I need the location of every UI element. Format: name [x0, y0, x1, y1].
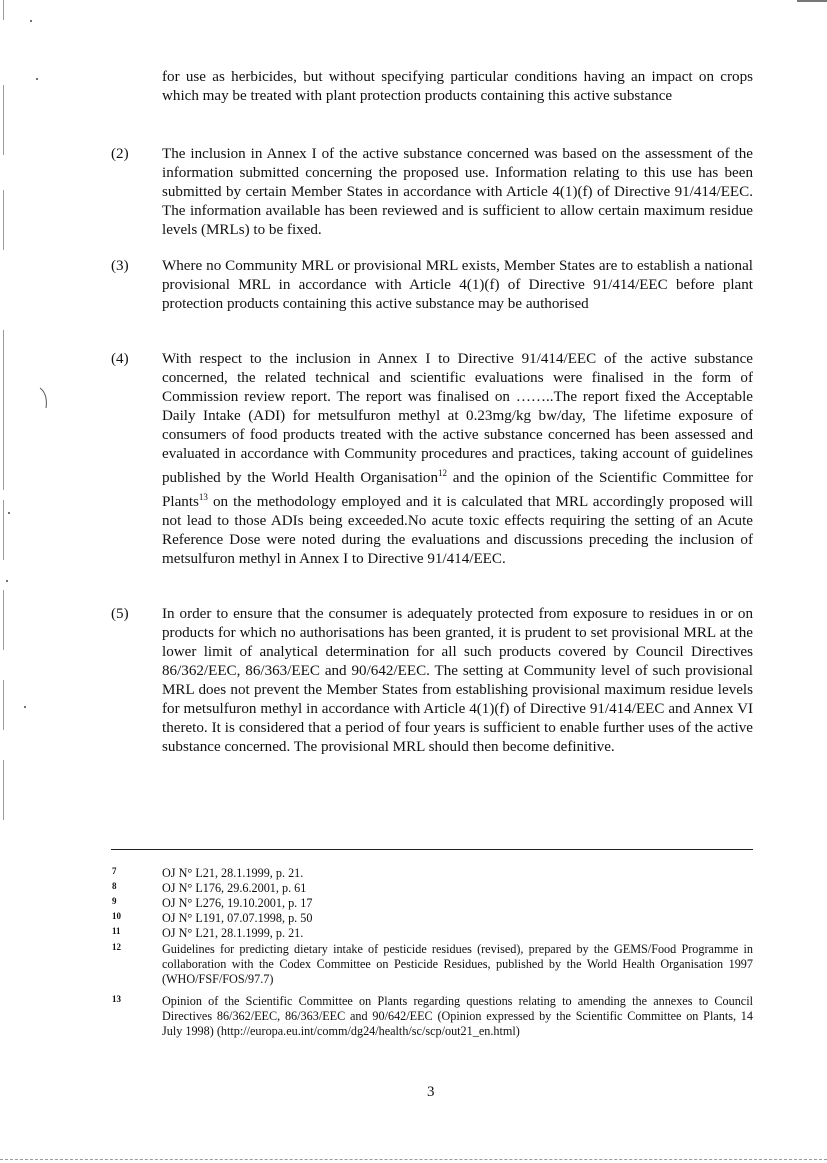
footnote-number: 10	[112, 911, 121, 921]
paragraph-number: (3)	[111, 258, 129, 274]
scan-edge-mark	[3, 760, 4, 820]
footnote-text: OJ N° L176, 29.6.2001, p. 61	[162, 881, 307, 895]
paragraph-number: (5)	[111, 606, 129, 622]
footnote-number: 7	[112, 866, 117, 876]
scan-edge-mark	[3, 190, 4, 250]
footnote-number: 9	[112, 896, 117, 906]
scan-dot	[36, 78, 38, 80]
paragraph-2: The inclusion in Annex I of the active substance concerned was based on the assessment of the information submitted concerning the proposed use. Information relating to this use has been submitted by certain Member States in accordance with Article 4(1)(f) of Directive 91/414/EEC. The information available has been reviewed and is sufficient to allow certain maximum residue levels (MRLs) to be fixed.	[162, 146, 753, 238]
scan-artifact-bottom	[0, 1159, 827, 1160]
scan-edge-mark	[3, 85, 4, 155]
footnote-text: OJ N° L191, 07.07.1998, p. 50	[162, 911, 313, 925]
footnote-text: OJ N° L21, 28.1.1999, p. 21.	[162, 926, 304, 940]
footnote-text: OJ N° L21, 28.1.1999, p. 21.	[162, 866, 304, 880]
paragraph-3: Where no Community MRL or provisional MRL exists, Member States are to establish a national provisional MRL in accordance with Article 4(1)(f) of Directive 91/414/EEC before plant protection products containing this active substance may be authorised	[162, 258, 753, 312]
paragraph-4-text: on the methodology employed and it is calculated that MRL accordingly proposed will not lead to those ADIs being exceeded.No acute toxic effects requiring the setting of an Acute Reference Dose were noted during the evaluations and discussions preceding the inclusion of metsulfuron methyl in Annex I to Directive 91/414/EEC.	[162, 494, 753, 568]
footnote-reference: 12	[438, 468, 448, 478]
footnote-text: Guidelines for predicting dietary intake of pesticide residues (revised), prepared by the GEMS/Food Programme in collaboration with the Codex Committee on Pesticide Residues, published by the World Health Organisation 1997 (WHO/FSF/FOS/97.7)	[162, 942, 753, 986]
scan-dot	[8, 512, 10, 514]
footnote-number: 13	[112, 994, 121, 1004]
footnote-divider	[111, 849, 753, 850]
scan-edge-mark	[3, 0, 4, 20]
paragraph-number: (2)	[111, 146, 129, 162]
paragraph-number: (4)	[111, 351, 129, 367]
paragraph-4	[162, 350, 753, 569]
scan-edge-mark	[3, 500, 4, 560]
scan-dot	[6, 580, 8, 582]
scan-dot	[30, 20, 32, 22]
footnote-text: Opinion of the Scientific Committee on Plants regarding questions relating to amending the annexes to Council Directives 86/362/EEC, 86/363/EEC and 90/642/EEC (Opinion expressed by the Scientific Committee on Plants, 14 July 1998) (http://europa.eu.int/comm/dg24/health/sc/scp/out21_en.html)	[162, 994, 753, 1038]
footnote-number: 11	[112, 926, 121, 936]
footnote-number: 8	[112, 881, 117, 891]
footnote-text: OJ N° L276, 19.10.2001, p. 17	[162, 896, 313, 910]
footnote-reference: 13	[198, 492, 208, 503]
page-number: 3	[427, 1084, 435, 1100]
scan-mark	[38, 386, 50, 410]
footnote-number: 12	[112, 942, 121, 952]
paragraph-4-text: With respect to the inclusion in Annex I to Directive 91/414/EEC of the active substance concerned, the related technical and scientific evaluations were finalised in the form of Commission review report. The report was finalised on ……..The report fixed the Acceptable Daily Intake (ADI) for metsulfuron methyl at 0.23mg/kg bw/day, The lifetime exposure of consumers of food products treated with the active substance concerned has been assessed and evaluated in accordance with Community procedures and practices, taking account of guidelines published by the World Health Organisation	[162, 351, 753, 487]
scan-dot	[24, 706, 26, 708]
scan-edge-mark	[3, 680, 4, 730]
scan-artifact-top	[797, 0, 827, 2]
scan-edge-mark	[3, 330, 4, 490]
paragraph-4-text: and the opinion of the Scientific Committee for Plants	[162, 470, 753, 511]
paragraph-5: In order to ensure that the consumer is adequately protected from exposure to residues in or on products for which no authorisations has been granted, it is prudent to set provisional MRL at the lower limit of analytical determination for all such products covered by Council Directives 86/362/EEC, 86/363/EEC and 90/642/EEC. The setting at Community level of such provisional MRL does not prevent the Member States from establishing provisional maximum residue levels for metsulfuron methyl in accordance with Article 4(1)(f) of Directive 91/414/EEC and Annex VI thereto. It is considered that a period of four years is sufficient to enable further uses of the active substance concerned. The provisional MRL should then become definitive.	[162, 606, 753, 755]
paragraph-intro: for use as herbicides, but without specifying particular conditions having an impact on crops which may be treated with plant protection products containing this active substance	[162, 69, 753, 104]
scan-edge-mark	[3, 590, 4, 650]
